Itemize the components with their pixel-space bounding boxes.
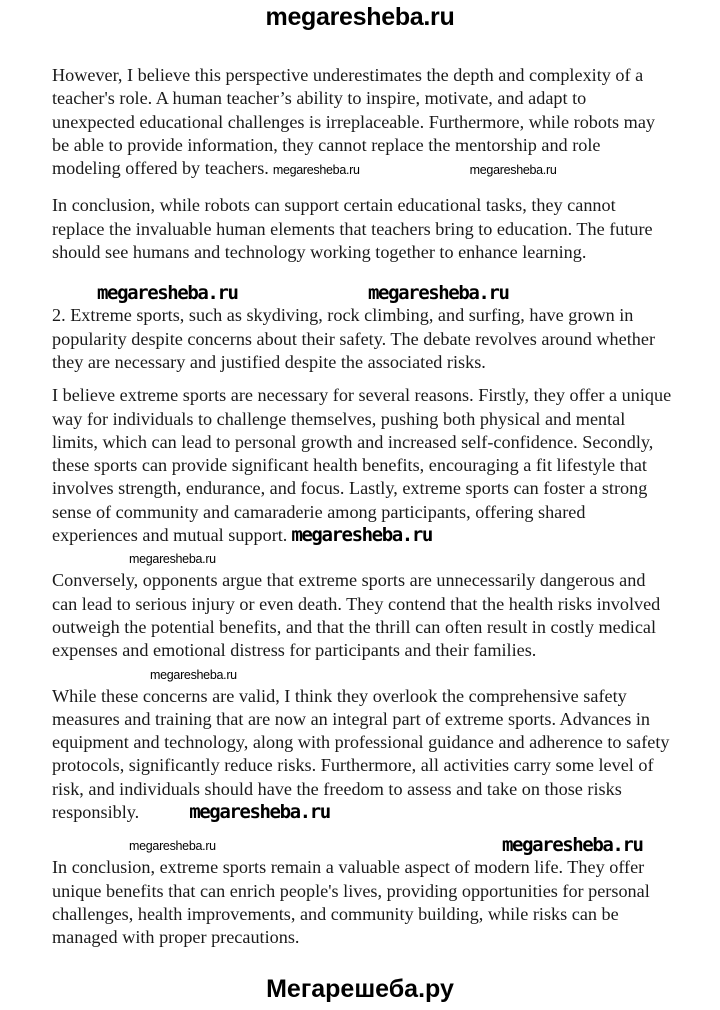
watermark-row <box>52 551 672 569</box>
site-footer: Мегарешеба.ру <box>266 974 454 1003</box>
paragraph-extreme-sports-benefits <box>52 384 672 547</box>
watermark: megaresheba.ru <box>502 834 643 857</box>
paragraph-text: I believe extreme sports are necessary for several reasons. Firstly, they offer a unique way for individuals to challenge themselves, pushing both physical and mental limits, which can lead to personal growth and increased self-confidence. Secondly, these sports can provide significant health benefits, encouraging a fit lifestyle that involves strength, endurance, and focus. Lastly, extreme sports can foster a strong sense of community and camaraderie among participants, offering shared experiences and mutual support. <box>52 385 672 546</box>
watermark-row <box>52 667 672 685</box>
paragraph-final-conclusion: In conclusion, extreme sports remain a valuable aspect of modern life. They offer unique benefits that can enrich people's lives, providing opportunities for personal challenges, health improvements, and community building, while risks can be managed with proper precautions. <box>52 857 650 948</box>
watermark-row <box>52 282 672 304</box>
watermark: megaresheba.ru <box>272 163 360 178</box>
watermark: megaresheba.ru <box>469 163 557 178</box>
paragraph-counterargument <box>52 685 672 825</box>
paragraph-text: While these concerns are valid, I think they overlook the comprehensive safety measures and training that are now an integral part of extreme sports. Advances in equipment and technology, along with professional guidance and adherence to safety protocols, significantly reduce risks. Furthermore, all activities carry some level of risk, and individuals should have the freedom to assess and take on those risks responsibly. <box>52 685 670 823</box>
watermark: megaresheba.ru <box>368 282 509 305</box>
site-header: megaresheba.ru <box>265 3 455 31</box>
paragraph-opponents: Conversely, opponents argue that extreme sports are unnecessarily dangerous and can lead to serious injury or even death. They contend that the health risks involved outweigh the potential benefits, and that the thrill can often result in costly medical expenses and emotional distress for participants and their families. <box>52 570 661 661</box>
paragraph-teacher-role <box>52 64 672 180</box>
document-body <box>52 42 672 950</box>
watermark: megaresheba.ru <box>189 801 330 824</box>
watermark: megaresheba.ru <box>129 552 216 567</box>
watermark: megaresheba.ru <box>150 667 237 682</box>
watermark: megaresheba.ru <box>129 839 216 854</box>
paragraph-text: However, I believe this perspective underestimates the depth and complexity of a teacher's role. A human teacher’s ability to inspire, motivate, and adapt to unexpected educational challenges is irreplaceable. Furthermore, while robots may be able to provide information, they cannot replace the mentorship and role modeling offered by teachers. <box>52 65 655 179</box>
watermark-row <box>52 834 672 856</box>
paragraph-extreme-sports-intro: 2. Extreme sports, such as skydiving, rock climbing, and surfing, have grown in popularity despite concerns about their safety. The debate revolves around whether they are necessary and justified despite the associated risks. <box>52 305 656 372</box>
watermark: megaresheba.ru <box>291 524 432 547</box>
watermark: megaresheba.ru <box>97 282 238 305</box>
paragraph-robots-conclusion: In conclusion, while robots can support certain educational tasks, they cannot replace the invaluable human elements that teachers bring to education. The future should see humans and technology working together to enhance learning. <box>52 195 653 263</box>
